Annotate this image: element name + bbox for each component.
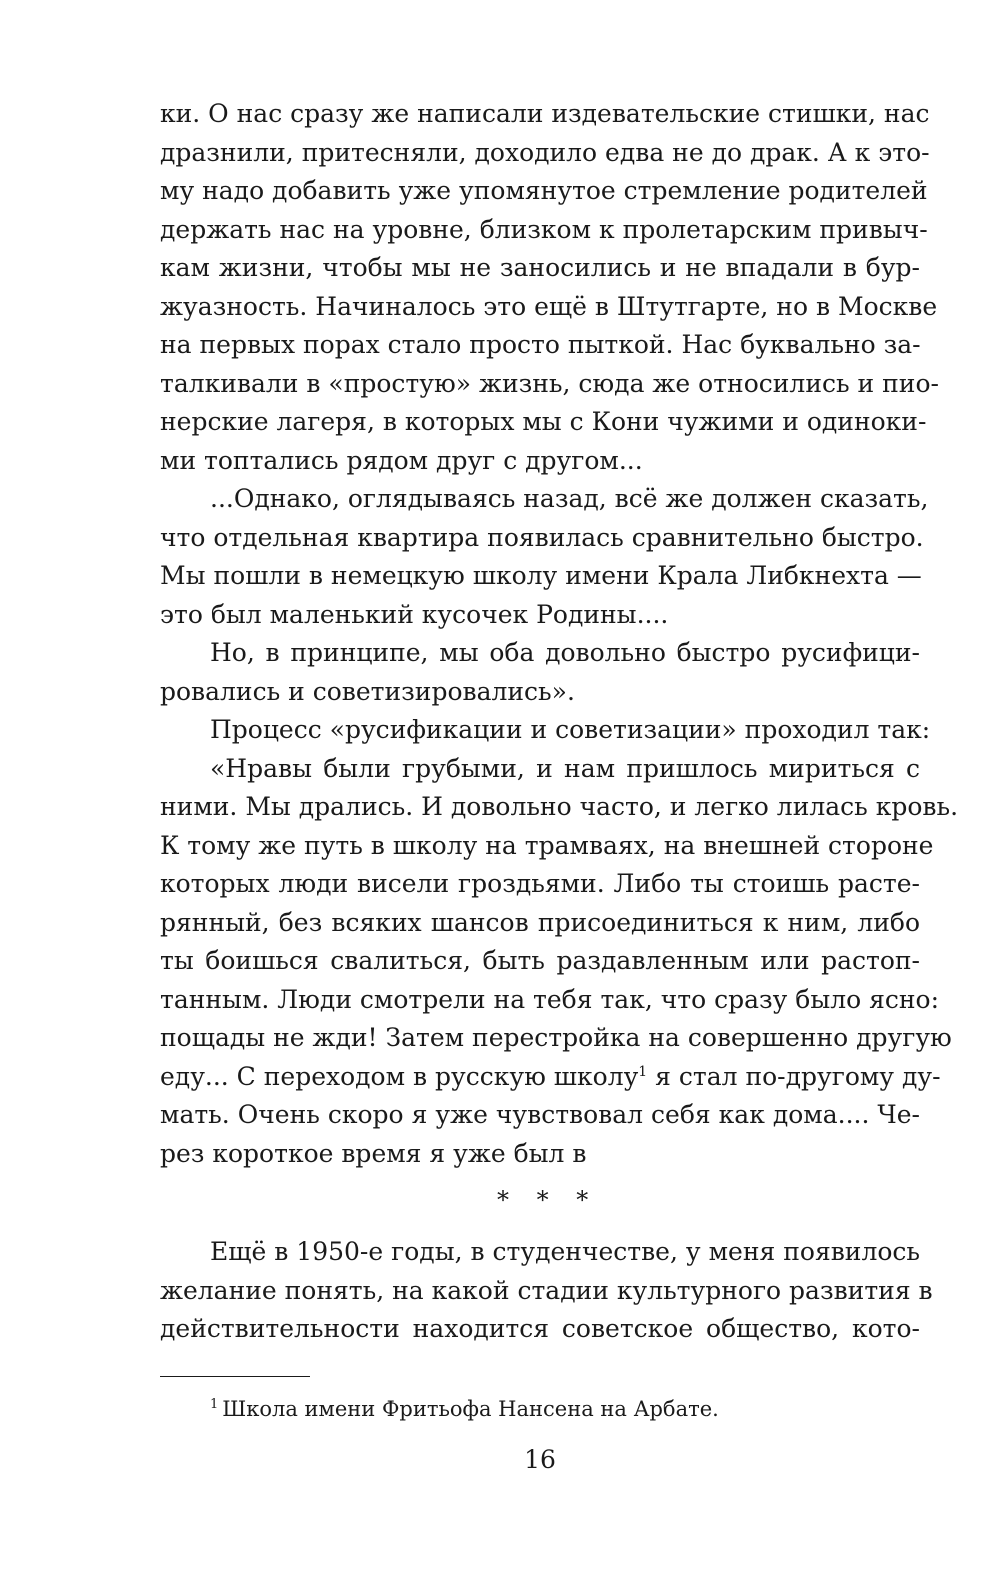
text-line: Мы пошли в немецкую школу имени Крала Либкнехта — — [160, 561, 922, 590]
text-line: пощады не жди! Затем перестройка на совершенно другую — [160, 1023, 952, 1052]
text-line: это был маленький кусочек Родины.... — [160, 599, 669, 629]
text-line-with-footnote-ref — [160, 1059, 941, 1095]
text-line: мать. Очень скоро я уже чувствовал себя как дома.... Че- — [160, 1100, 920, 1129]
footnote-text: Школа имени Фритьофа Нансена на Арбате. — [222, 1396, 719, 1421]
text-line: Процесс «русификации и советизации» проходил так: — [210, 715, 931, 744]
text-line: Но, в принципе, мы оба довольно быстро русифици- — [210, 638, 920, 667]
text-line: ки. О нас сразу же написали издевательские стишки, нас — [160, 99, 930, 128]
text-line: ...Однако, оглядываясь назад, всё же должен сказать, — [210, 484, 929, 513]
text-line: талкивали в «простую» жизнь, сюда же относились и пио- — [160, 368, 939, 398]
text-line: которых люди висели гроздьями. Либо ты стоишь расте- — [160, 869, 920, 898]
text-line: держать нас на уровне, близком к пролетарским привыч- — [160, 214, 928, 244]
text-line: «Нравы были грубыми, и нам пришлось мириться с — [210, 753, 920, 783]
text-line: ты боишься свалиться, быть раздавленным или растоп- — [160, 946, 920, 975]
text-line: дразнили, притесняли, доходило едва не до драк. А к это- — [160, 137, 930, 167]
text-line: на первых порах стало просто пыткой. Нас буквально за- — [160, 330, 921, 359]
footnote-reference[interactable]: 1 — [638, 1063, 648, 1080]
text-line: рянный, без всяких шансов присоединиться к ним, либо — [160, 907, 920, 937]
footnote — [210, 1394, 719, 1424]
text-line: ними. Мы дрались. И довольно часто, и легко лилась кровь. — [160, 792, 959, 821]
text-line: му надо добавить уже упомянутое стремление родителей — [160, 176, 928, 205]
text-line: жуазность. Начиналось это ещё в Штутгарте, но в Москве — [160, 291, 938, 321]
text-line: действительности находится советское общество, кото- — [160, 1314, 920, 1343]
text-line: нерские лагеря, в которых мы с Кони чужими и одиноки- — [160, 407, 927, 436]
page-number: 16 — [524, 1444, 556, 1474]
footnote-mark: 1 — [210, 1396, 219, 1412]
text-line: Ещё в 1950-е годы, в студенчестве, у меня появилось — [210, 1237, 920, 1266]
text-fragment: я стал по-другому ду- — [647, 1061, 941, 1091]
separator-asterisks: * * * — [497, 1186, 599, 1214]
text-line: танным. Люди смотрели на тебя так, что сразу было ясно: — [160, 984, 940, 1014]
text-fragment: еду... С переходом в русскую школу — [160, 1061, 639, 1091]
text-line: ми топтались рядом друг с другом... — [160, 445, 643, 475]
text-line: ровались и советизировались». — [160, 676, 575, 706]
text-line: что отдельная квартира появилась сравнительно быстро. — [160, 522, 924, 552]
text-line: желание понять, на какой стадии культурного развития в — [160, 1275, 933, 1305]
text-line: К тому же путь в школу на трамваях, на внешней стороне — [160, 830, 934, 860]
footnote-divider — [160, 1376, 310, 1377]
text-line: рез короткое время я уже был в — [160, 1138, 587, 1168]
text-line: кам жизни, чтобы мы не заносились и не впадали в бур- — [160, 253, 920, 282]
